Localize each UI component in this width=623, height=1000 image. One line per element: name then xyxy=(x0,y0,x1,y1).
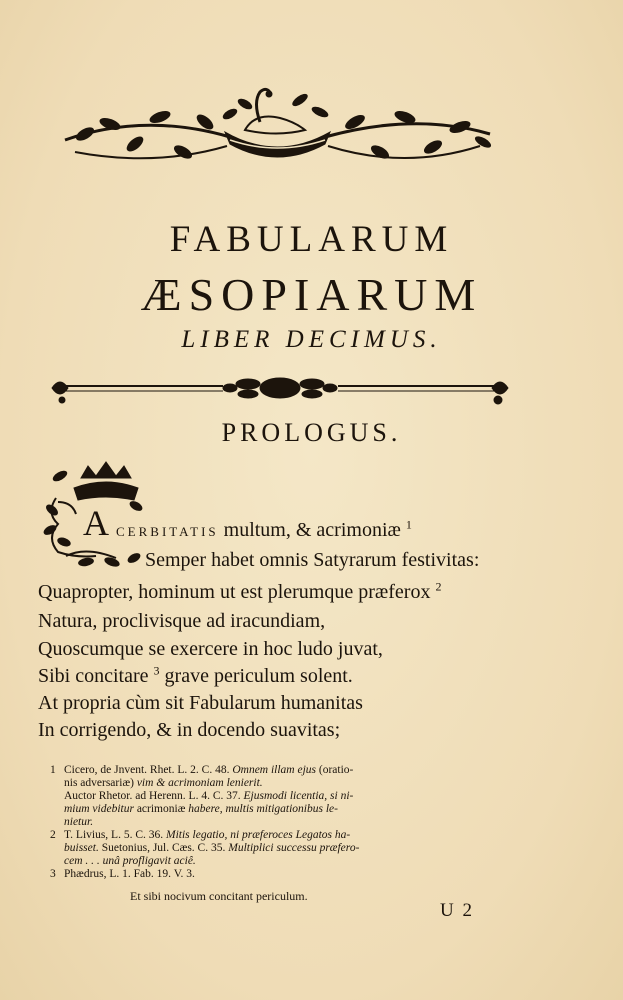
book-subtitle: LIBER DECIMUS. xyxy=(181,326,442,353)
footnote-text: mium videbitur xyxy=(64,803,134,815)
footnote-number: 1 xyxy=(50,764,56,776)
swan-nest-ornament xyxy=(55,82,500,182)
footnote-mark-1: 1 xyxy=(405,517,412,532)
decorative-rule-ornament xyxy=(48,372,513,408)
footnote-text: Phædrus, L. 1. Fab. 19. V. 3. xyxy=(64,868,195,880)
verse-line-6 xyxy=(38,664,353,688)
footnote-text: cem . . . unâ profligavit aciê. xyxy=(64,855,196,867)
verse-line-1 xyxy=(116,518,412,544)
verse-line-6-b: grave periculum solent. xyxy=(164,665,353,687)
verse-line-8: In corrigendo, & in docendo suavitas; xyxy=(38,719,341,741)
footnote-text: Cicero, de Jnvent. Rhet. L. 2. C. 48. xyxy=(64,764,230,776)
footnote-text: buisset. xyxy=(64,842,99,854)
verse-line-7: At propria cùm sit Fabularum humanitas xyxy=(38,692,363,714)
footnote-number: 3 xyxy=(50,868,56,880)
verse-line-4: Natura, proclivisque ad iracundiam, xyxy=(38,610,326,632)
section-heading: PROLOGUS. xyxy=(221,418,402,447)
footnote-text: Auctor Rhetor. ad Herenn. L. 4. C. 37. xyxy=(64,790,241,802)
footnotes xyxy=(50,764,520,881)
title-line-2: ÆSOPIARUM xyxy=(140,269,483,320)
footnote-3 xyxy=(50,868,520,881)
verse-line-3-text: Quapropter, hominum ut est plerumque præferox xyxy=(38,581,431,603)
verse-line-6-a: Sibi concitare xyxy=(38,665,149,687)
signature-mark: U 2 xyxy=(440,900,474,921)
footnote-text: (oratio- xyxy=(318,764,354,776)
catchline: Et sibi nocivum concitant periculum. xyxy=(130,889,308,903)
verse-line-1-text: multum, & acrimoniæ xyxy=(218,519,401,541)
footnote-text: nietur. xyxy=(64,816,94,828)
title-line-1: FABULARUM xyxy=(169,219,454,260)
footnote-text: vim & acrimoniam lenierit. xyxy=(136,777,263,789)
initial-letter: A xyxy=(83,503,109,543)
footnote-text: T. Livius, L. 5. C. 36. xyxy=(64,829,164,841)
footnote-text: nis adversariæ) xyxy=(64,777,134,789)
verse-line-3 xyxy=(38,580,441,604)
footnote-text: Omnem illam ejus xyxy=(232,764,317,776)
footnote-number: 2 xyxy=(50,829,56,841)
footnote-text: Ejusmodi licentia, si ni- xyxy=(243,790,354,802)
footnote-mark-3: 3 xyxy=(153,663,160,678)
footnote-mark-2: 2 xyxy=(435,579,442,594)
verse-smallcaps: CERBITATIS xyxy=(116,524,219,539)
footnote-text: acrimoniæ xyxy=(136,803,186,815)
verse-line-2: Semper habet omnis Satyrarum festivitas: xyxy=(145,549,480,571)
footnote-2 xyxy=(50,829,520,868)
footnote-text: Multiplici successu præfero- xyxy=(228,842,360,854)
footnote-text: Mitis legatio, ni præferoces Legatos ha- xyxy=(166,829,351,841)
footnote-text: Suetonius, Jul. Cæs. C. 35. xyxy=(101,842,226,854)
footnote-1 xyxy=(50,764,520,829)
footnote-text: habere, multis mitigationibus le- xyxy=(188,803,338,815)
verse-line-5: Quoscumque se exercere in hoc ludo juvat, xyxy=(38,638,383,660)
